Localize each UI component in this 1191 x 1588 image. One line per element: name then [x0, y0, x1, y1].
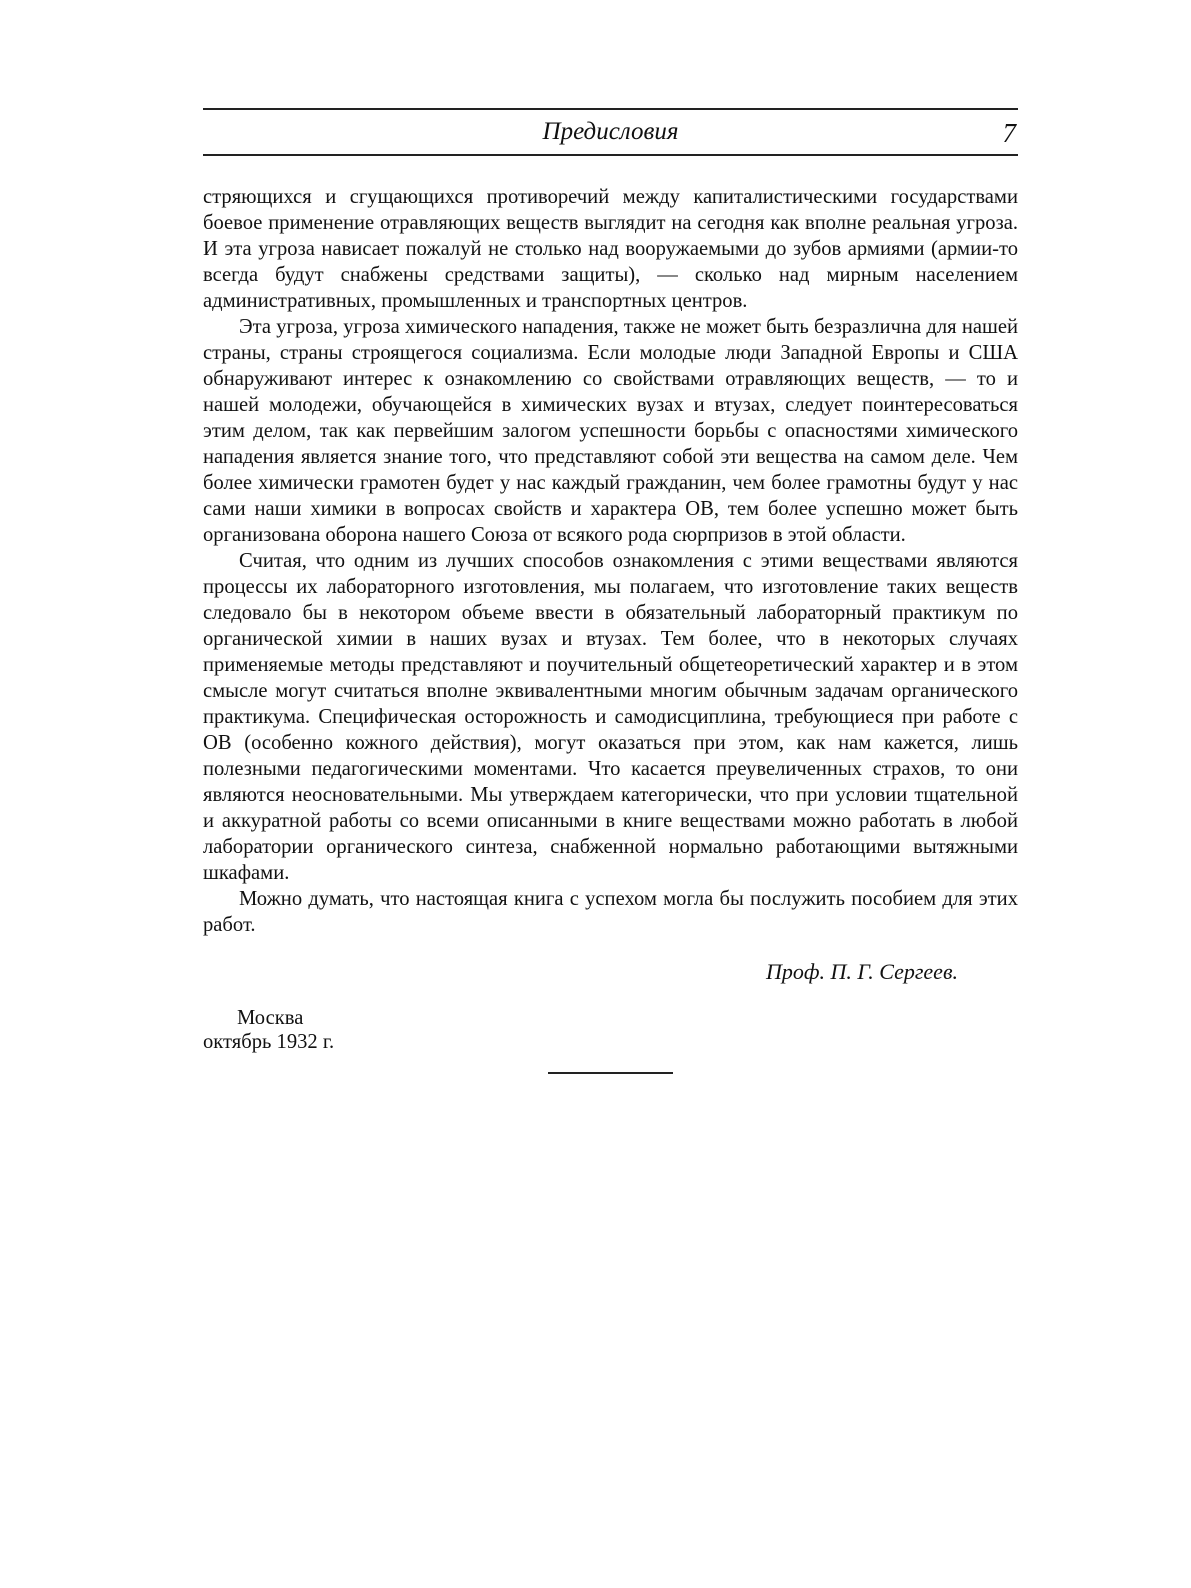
- book-page: [203, 108, 1018, 1074]
- place-date-block: [203, 1006, 1018, 1054]
- header-bottom-rule: [203, 154, 1018, 156]
- paragraph-continued: стряющихся и сгущающихся противоречий между капиталистическими государствами боевое применение отравляющих веществ выглядит на сегодня как вполне реальная угроза. И эта угроза нависает пожалуй не столько над вооружаемыми до зубов армиями (армии-то всегда будут снабжены средствами защиты), — сколько над мирным населением административных, промышленных и транспортных центров.: [203, 186, 1018, 312]
- running-head: [203, 110, 1018, 154]
- paragraph-laboratory-practice: Считая, что одним из лучших способов ознакомления с этими веществами являются процессы их лабораторного изготовления, мы полагаем, что изготовление таких веществ следовало бы в некотором объеме ввести в обязательный лабораторный практикум по органической химии в наших вузах и втузах. Тем более, что в некоторых случаях применяемые методы представляют и поучительный общетеоретический характер и в этом смысле могут считаться вполне эквивалентными многим обычным задачам органического практикума. Специфическая осторожность и самодисциплина, требующиеся при работе с ОВ (особенно кожного действия), могут оказаться при этом, как нам кажется, лишь полезными педагогическими моментами. Что касается преувеличенных страхов, то они являются неосновательными. Мы утверждаем категорически, что при условии тщательной и аккуратной работы со всеми описанными в книге веществами можно работать в любой лаборатории органического синтеза, снабженной нормально работающими вытяжными шкафами.: [203, 550, 1018, 884]
- preface-body: [203, 184, 1018, 938]
- place: Москва: [237, 1007, 304, 1029]
- running-title: Предисловия: [542, 118, 679, 145]
- paragraph-conclusion: Можно думать, что настоящая книга с успехом могла бы послужить пособием для этих работ.: [203, 888, 1018, 936]
- date: октябрь 1932 г.: [203, 1031, 335, 1053]
- page-number: 7: [1002, 118, 1016, 148]
- author-signature: Проф. П. Г. Сергеев.: [765, 959, 958, 984]
- end-rule: [548, 1072, 673, 1074]
- paragraph-chemical-threat: Эта угроза, угроза химического нападения, также не может быть безразлична для нашей страны, страны строящегося социализма. Если молодые люди Западной Европы и США обнаруживают интерес к ознакомлению со свойствами отравляющих веществ, — то и нашей молодежи, обучающейся в химических вузах и втузах, следует поинтересоваться этим делом, так как первейшим залогом успешности борьбы с опасностями химического нападения является знание того, что представляют собой эти вещества на самом деле. Чем более химически грамотен будет у нас каждый гражданин, чем более грамотны будут у нас сами наши химики в вопросах свойств и характера ОВ, тем более успешно может быть организована оборона нашего Союза от всякого рода сюрпризов в этой области.: [203, 316, 1018, 546]
